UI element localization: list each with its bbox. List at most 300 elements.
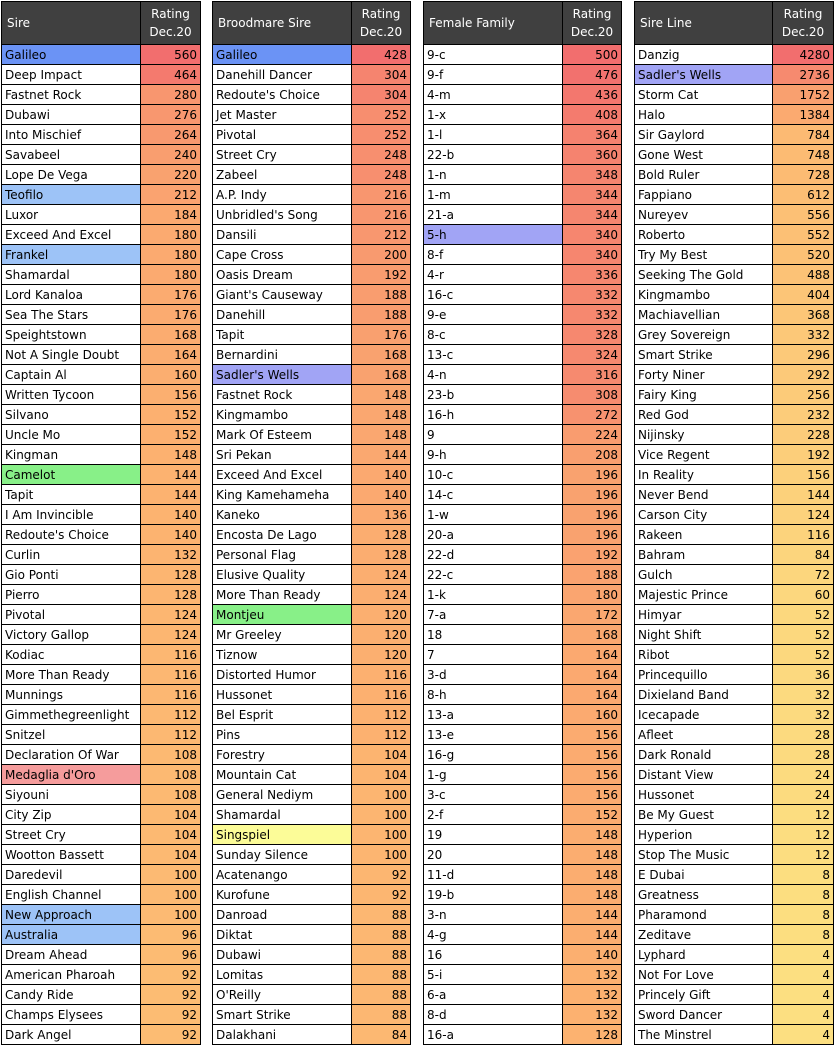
name-cell: 22-b — [424, 145, 563, 165]
rating-cell: 148 — [563, 845, 622, 865]
table-row — [635, 265, 834, 285]
name-cell: Dream Ahead — [2, 945, 141, 965]
name-cell: Singspiel — [213, 825, 352, 845]
rating-cell: 368 — [773, 305, 834, 325]
rating-cell: 148 — [563, 865, 622, 885]
name-cell: Acatenango — [213, 865, 352, 885]
rating-cell: 332 — [773, 325, 834, 345]
table-row — [213, 745, 411, 765]
rating-cell: 196 — [563, 485, 622, 505]
table-row — [213, 665, 411, 685]
rating-cell: 196 — [563, 465, 622, 485]
name-cell: Mr Greeley — [213, 625, 352, 645]
name-cell: English Channel — [2, 885, 141, 905]
rating-cell: 112 — [352, 705, 411, 725]
name-cell: 8-f — [424, 245, 563, 265]
name-cell: Sea The Stars — [2, 305, 141, 325]
name-cell: 1-l — [424, 125, 563, 145]
table-row — [2, 625, 201, 645]
rating-cell: 128 — [141, 585, 201, 605]
rating-cell: 336 — [563, 265, 622, 285]
name-cell: Unbridled's Song — [213, 205, 352, 225]
name-cell: Savabeel — [2, 145, 141, 165]
rating-cell: 340 — [563, 245, 622, 265]
name-cell: Giant's Causeway — [213, 285, 352, 305]
name-cell: 11-d — [424, 865, 563, 885]
rating-cell: 140 — [352, 485, 411, 505]
table-row — [635, 565, 834, 585]
rating-cell: 332 — [563, 285, 622, 305]
table-row — [424, 625, 622, 645]
table-row — [2, 85, 201, 105]
name-cell: Street Cry — [2, 825, 141, 845]
table-row — [635, 305, 834, 325]
table-row — [2, 105, 201, 125]
name-cell: Curlin — [2, 545, 141, 565]
table-row — [2, 725, 201, 745]
table-row — [635, 805, 834, 825]
broodmare-sire-table — [212, 1, 411, 1045]
rating-cell: 116 — [773, 525, 834, 545]
table-row — [213, 985, 411, 1005]
table-row — [213, 785, 411, 805]
table-row — [213, 645, 411, 665]
table-row — [635, 645, 834, 665]
rating-cell: 88 — [352, 1005, 411, 1025]
table-row — [2, 985, 201, 1005]
table-row — [635, 345, 834, 365]
name-cell: Speightstown — [2, 325, 141, 345]
table-row — [213, 225, 411, 245]
table-row — [2, 685, 201, 705]
name-cell: American Pharoah — [2, 965, 141, 985]
rating-cell: 500 — [563, 45, 622, 65]
name-cell: Medaglia d'Oro — [2, 765, 141, 785]
name-cell: Tapit — [213, 325, 352, 345]
table-row — [424, 985, 622, 1005]
name-cell: Dansili — [213, 225, 352, 245]
name-cell: Personal Flag — [213, 545, 352, 565]
table-row — [2, 185, 201, 205]
rating-cell: 216 — [352, 185, 411, 205]
name-cell: 2-f — [424, 805, 563, 825]
rating-cell: 224 — [563, 425, 622, 445]
table-row — [424, 925, 622, 945]
table-row — [635, 105, 834, 125]
rating-cell: 104 — [352, 745, 411, 765]
rating-cell: 24 — [773, 785, 834, 805]
table-row — [213, 345, 411, 365]
table-row — [2, 605, 201, 625]
rating-cell: 156 — [141, 385, 201, 405]
name-cell: 1-k — [424, 585, 563, 605]
table-row — [2, 905, 201, 925]
name-cell: 4-m — [424, 85, 563, 105]
table-row — [213, 865, 411, 885]
name-cell: 8-c — [424, 325, 563, 345]
name-cell: Kurofune — [213, 885, 352, 905]
rating-cell: 344 — [563, 205, 622, 225]
name-cell: 4-g — [424, 925, 563, 945]
table-row — [635, 925, 834, 945]
name-cell: Lord Kanaloa — [2, 285, 141, 305]
table-row — [213, 125, 411, 145]
name-cell: Encosta De Lago — [213, 525, 352, 545]
table-row — [635, 905, 834, 925]
name-cell: Danehill Dancer — [213, 65, 352, 85]
rating-cell: 100 — [141, 865, 201, 885]
name-cell: 13-e — [424, 725, 563, 745]
table-row — [213, 1025, 411, 1045]
rating-cell: 552 — [773, 225, 834, 245]
name-cell: Smart Strike — [635, 345, 773, 365]
rating-label: Rating — [361, 7, 401, 21]
table-row — [424, 245, 622, 265]
table-row — [635, 185, 834, 205]
name-cell: Champs Elysees — [2, 1005, 141, 1025]
rating-cell: 128 — [352, 545, 411, 565]
table-row — [424, 1005, 622, 1025]
rating-cell: 124 — [773, 505, 834, 525]
rating-cell: 12 — [773, 825, 834, 845]
name-cell: 9-e — [424, 305, 563, 325]
name-cell: Cape Cross — [213, 245, 352, 265]
rating-cell: 304 — [352, 65, 411, 85]
rating-cell: 116 — [352, 685, 411, 705]
table-row — [2, 305, 201, 325]
rating-cell: 108 — [141, 765, 201, 785]
table-row — [424, 785, 622, 805]
table-row — [635, 845, 834, 865]
table-row — [2, 425, 201, 445]
table-row — [424, 485, 622, 505]
table-row — [635, 325, 834, 345]
table-row — [213, 445, 411, 465]
name-cell: Lope De Vega — [2, 165, 141, 185]
table-row — [213, 385, 411, 405]
rating-cell: 164 — [563, 665, 622, 685]
table-row — [635, 685, 834, 705]
name-cell: Shamardal — [2, 265, 141, 285]
table-row — [635, 385, 834, 405]
sire-table — [1, 1, 201, 1045]
name-cell: 16-a — [424, 1025, 563, 1045]
name-cell: Oasis Dream — [213, 265, 352, 285]
name-cell: Luxor — [2, 205, 141, 225]
rating-cell: 88 — [352, 925, 411, 945]
rating-cell: 404 — [773, 285, 834, 305]
table-row — [213, 505, 411, 525]
name-cell: Bernardini — [213, 345, 352, 365]
table-row — [2, 205, 201, 225]
table-row — [635, 625, 834, 645]
rating-cell: 148 — [563, 885, 622, 905]
rating-cell: 140 — [563, 945, 622, 965]
rating-cell: 2736 — [773, 65, 834, 85]
rating-date: Dec.20 — [149, 25, 192, 39]
rating-cell: 436 — [563, 85, 622, 105]
rating-cell: 344 — [563, 185, 622, 205]
rating-cell: 140 — [352, 465, 411, 485]
table-row — [635, 985, 834, 1005]
rating-cell: 148 — [563, 825, 622, 845]
table-row — [635, 245, 834, 265]
name-cell: Sunday Silence — [213, 845, 352, 865]
table-row — [213, 765, 411, 785]
rating-cell: 124 — [141, 625, 201, 645]
table-row — [2, 765, 201, 785]
name-cell: Try My Best — [635, 245, 773, 265]
table-row — [2, 805, 201, 825]
rating-cell: 4 — [773, 1025, 834, 1045]
name-cell: 9-c — [424, 45, 563, 65]
name-cell: Ribot — [635, 645, 773, 665]
table-row — [424, 945, 622, 965]
rating-cell: 152 — [141, 405, 201, 425]
rating-cell: 476 — [563, 65, 622, 85]
name-cell: More Than Ready — [213, 585, 352, 605]
rating-cell: 28 — [773, 725, 834, 745]
table-row — [213, 405, 411, 425]
table-row — [213, 325, 411, 345]
table-row — [2, 405, 201, 425]
rating-cell: 108 — [141, 785, 201, 805]
name-cell: 9 — [424, 425, 563, 445]
name-cell: Galileo — [213, 45, 352, 65]
rating-cell: 116 — [141, 685, 201, 705]
name-cell: Danroad — [213, 905, 352, 925]
name-cell: Tapit — [2, 485, 141, 505]
table-row — [213, 725, 411, 745]
rating-cell: 196 — [563, 525, 622, 545]
table-row — [424, 145, 622, 165]
table-row — [213, 885, 411, 905]
table-row — [635, 485, 834, 505]
table-row — [635, 45, 834, 65]
name-cell: Night Shift — [635, 625, 773, 645]
column-header-name: Sire — [2, 2, 141, 45]
table-row — [213, 205, 411, 225]
rating-cell: 280 — [141, 85, 201, 105]
rating-cell: 340 — [563, 225, 622, 245]
name-cell: Zeditave — [635, 925, 773, 945]
rating-cell: 132 — [563, 1005, 622, 1025]
table-row — [424, 765, 622, 785]
table-row — [635, 365, 834, 385]
name-cell: Never Bend — [635, 485, 773, 505]
rating-cell: 156 — [773, 465, 834, 485]
name-cell: Victory Gallop — [2, 625, 141, 645]
table-row — [213, 425, 411, 445]
name-cell: Siyouni — [2, 785, 141, 805]
column-header-name: Sire Line — [635, 2, 773, 45]
table-row — [635, 465, 834, 485]
name-cell: City Zip — [2, 805, 141, 825]
rating-cell: 12 — [773, 805, 834, 825]
rating-cell: 132 — [563, 985, 622, 1005]
table-row — [213, 485, 411, 505]
name-cell: 13-a — [424, 705, 563, 725]
rating-cell: 92 — [352, 885, 411, 905]
table-row — [635, 205, 834, 225]
name-cell: 13-c — [424, 345, 563, 365]
table-row — [424, 305, 622, 325]
name-cell: Kaneko — [213, 505, 352, 525]
rating-cell: 104 — [141, 805, 201, 825]
rating-cell: 8 — [773, 885, 834, 905]
name-cell: Nureyev — [635, 205, 773, 225]
name-cell: Kingmambo — [213, 405, 352, 425]
table-row — [635, 505, 834, 525]
rating-cell: 324 — [563, 345, 622, 365]
name-cell: Diktat — [213, 925, 352, 945]
name-cell: Stop The Music — [635, 845, 773, 865]
name-cell: Fairy King — [635, 385, 773, 405]
rating-cell: 148 — [352, 385, 411, 405]
rating-cell: 168 — [352, 365, 411, 385]
rating-cell: 12 — [773, 845, 834, 865]
name-cell: Machiavellian — [635, 305, 773, 325]
table-row — [635, 665, 834, 685]
name-cell: Written Tycoon — [2, 385, 141, 405]
name-cell: Distant View — [635, 765, 773, 785]
table-row — [424, 745, 622, 765]
name-cell: Pivotal — [213, 125, 352, 145]
table-row — [213, 845, 411, 865]
name-cell: 3-d — [424, 665, 563, 685]
table-row — [213, 85, 411, 105]
table-row — [635, 585, 834, 605]
name-cell: New Approach — [2, 905, 141, 925]
table-row — [213, 45, 411, 65]
table-row — [424, 45, 622, 65]
table-row — [2, 525, 201, 545]
name-cell: 1-g — [424, 765, 563, 785]
rating-cell: 100 — [352, 845, 411, 865]
rating-cell: 328 — [563, 325, 622, 345]
name-cell: 3-n — [424, 905, 563, 925]
rating-cell: 104 — [141, 845, 201, 865]
table-row — [2, 565, 201, 585]
rating-date: Dec.20 — [570, 25, 614, 39]
table-row — [424, 385, 622, 405]
rating-cell: 148 — [141, 445, 201, 465]
table-row — [424, 325, 622, 345]
name-cell: Bahram — [635, 545, 773, 565]
table-body — [635, 45, 834, 1045]
rating-cell: 188 — [563, 565, 622, 585]
rating-cell: 156 — [563, 765, 622, 785]
rating-cell: 52 — [773, 605, 834, 625]
table-row — [2, 445, 201, 465]
name-cell: Kingmambo — [635, 285, 773, 305]
name-cell: Dalakhani — [213, 1025, 352, 1045]
rating-cell: 144 — [141, 465, 201, 485]
table-row — [424, 585, 622, 605]
table-row — [213, 365, 411, 385]
name-cell: A.P. Indy — [213, 185, 352, 205]
name-cell: 1-n — [424, 165, 563, 185]
rating-cell: 84 — [352, 1025, 411, 1045]
table-row — [424, 125, 622, 145]
rating-label: Rating — [783, 7, 823, 21]
table-row — [2, 365, 201, 385]
name-cell: Forestry — [213, 745, 352, 765]
rating-cell: 276 — [141, 105, 201, 125]
rating-cell: 200 — [352, 245, 411, 265]
rating-cell: 180 — [141, 265, 201, 285]
table-row — [635, 725, 834, 745]
name-cell: The Minstrel — [635, 1025, 773, 1045]
rating-cell: 60 — [773, 585, 834, 605]
table-row — [2, 325, 201, 345]
table-row — [213, 145, 411, 165]
rating-cell: 124 — [141, 605, 201, 625]
table-row — [2, 1025, 201, 1045]
rating-cell: 96 — [141, 925, 201, 945]
rating-cell: 8 — [773, 905, 834, 925]
table-row — [424, 285, 622, 305]
rating-cell: 116 — [141, 665, 201, 685]
table-row — [424, 85, 622, 105]
rating-cell: 292 — [773, 365, 834, 385]
name-cell: Not A Single Doubt — [2, 345, 141, 365]
name-cell: Candy Ride — [2, 985, 141, 1005]
table-row — [424, 825, 622, 845]
rating-cell: 488 — [773, 265, 834, 285]
rating-cell: 192 — [563, 545, 622, 565]
rating-cell: 152 — [563, 805, 622, 825]
table-row — [635, 865, 834, 885]
table-row — [424, 805, 622, 825]
rating-cell: 32 — [773, 705, 834, 725]
table-row — [213, 625, 411, 645]
name-cell: Fastnet Rock — [2, 85, 141, 105]
rating-cell: 212 — [352, 225, 411, 245]
name-cell: Redoute's Choice — [2, 525, 141, 545]
rating-cell: 100 — [141, 905, 201, 925]
name-cell: Snitzel — [2, 725, 141, 745]
table-row — [213, 105, 411, 125]
name-cell: 21-a — [424, 205, 563, 225]
rating-cell: 28 — [773, 745, 834, 765]
table-row — [213, 65, 411, 85]
table-row — [2, 45, 201, 65]
table-row — [2, 545, 201, 565]
rating-cell: 160 — [563, 705, 622, 725]
name-cell: Dubawi — [213, 945, 352, 965]
table-row — [424, 905, 622, 925]
name-cell: Munnings — [2, 685, 141, 705]
rating-cell: 1384 — [773, 105, 834, 125]
table-row — [213, 825, 411, 845]
rating-cell: 120 — [352, 645, 411, 665]
table-row — [2, 485, 201, 505]
rating-cell: 264 — [141, 125, 201, 145]
rating-cell: 252 — [352, 125, 411, 145]
rating-cell: 128 — [352, 525, 411, 545]
table-row — [424, 705, 622, 725]
table-row — [424, 605, 622, 625]
rating-cell: 296 — [773, 345, 834, 365]
rating-cell: 164 — [563, 685, 622, 705]
table-row — [635, 85, 834, 105]
name-cell: Smart Strike — [213, 1005, 352, 1025]
table-body — [2, 45, 201, 1045]
name-cell: Sadler's Wells — [635, 65, 773, 85]
rating-cell: 144 — [141, 485, 201, 505]
rating-cell: 100 — [141, 885, 201, 905]
